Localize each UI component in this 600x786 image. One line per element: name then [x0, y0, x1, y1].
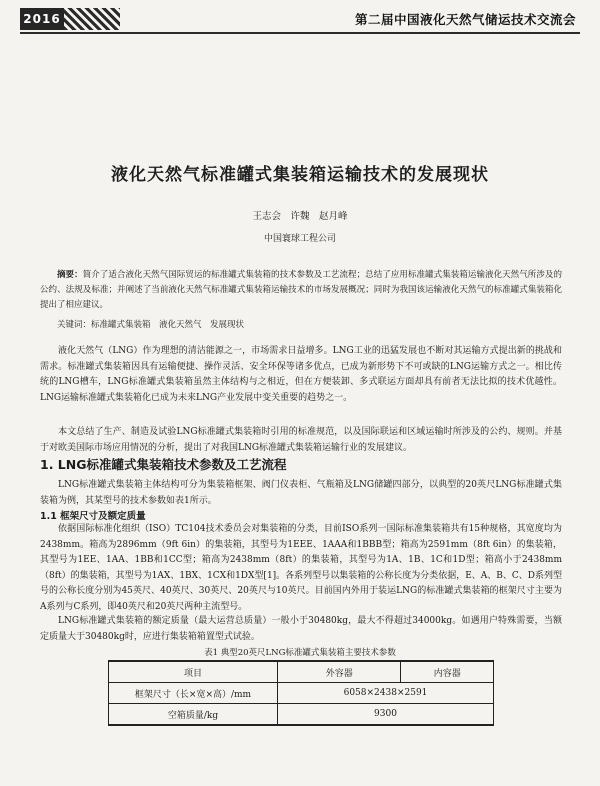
- table-row: [109, 683, 494, 704]
- table-caption: 表1 典型20英尺LNG标准罐式集装箱主要技术参数: [204, 648, 396, 658]
- paper-authors: 王志会 许魏 赵月峰: [252, 211, 348, 222]
- header-decoration: [64, 8, 120, 30]
- table-header-item: 项目: [109, 661, 278, 683]
- abstract: [40, 268, 562, 313]
- abstract-label: 摘要：: [57, 270, 83, 280]
- year-badge: 2016: [20, 8, 64, 30]
- subsection-1-1-paragraph-1: 依据国际标准化组织（ISO）TC104技术委员会对集装箱的分类，目前ISO系列一国际标准集装箱共有15种规格，其宽度均为2438mm。箱高为2896mm（9ft 6in）的集装箱，其型号为1EEE、1AAA和1BBB型；箱高为2591mm（8ft 6in）的集装箱，其型号为1EE、1AA、1BB和1CC型；箱高为2438mm（8ft）的集装箱，其型号为1A、1B、1C和1D型；箱高小于2438mm（8ft）的集装箱，其型号为1AX、1BX、1CX和1DX型[1]。各系列型号以集装箱的公称长度为分类依据，E、A、B、C、D系列型号的公称长度分别为45英尺、40英尺、30英尺、20英尺与10英尺。目前国内外用于装运LNG的标准罐式集装箱的框架尺寸主要为A系列与C系列，即40英尺和20英尺两种主流型号。: [40, 524, 562, 612]
- paper-title: 液化天然气标准罐式集装箱运输技术的发展现状: [111, 165, 489, 185]
- table-header-outer: 外容器: [278, 661, 401, 683]
- running-header: [20, 8, 580, 34]
- keywords-label: 关键词：: [57, 320, 92, 330]
- table-row: [109, 704, 494, 726]
- intro-paragraph-2: 本文总结了生产、制造及试验LNG标准罐式集装箱时引用的标准规范，以及国际联运和区域运输时所涉及的公约、规则。并基于对欧美国际市场应用情况的分析，提出了对我国LNG标准罐式集装箱运输行业的发展建议。: [40, 427, 562, 453]
- section-1-paragraph: LNG标准罐式集装箱主体结构可分为集装箱框架、阀门仪表柜、气瓶箱及LNG储罐四部分，以典型的20英尺LNG标准罐式集装箱为例，其某型号的技术参数如表1所示。: [40, 480, 562, 506]
- abstract-text: 简介了适合液化天然气国际贸运的标准罐式集装箱的技术参数及工艺流程；总结了应用标准罐式集装箱运输液化天然气所涉及的公约、法规及标准；并阐述了当前液化天然气标准罐式集装箱运输技术的市场发展概况；同时为我国该运输液化天然气的标准罐式集装箱化提出了相应建议。: [40, 270, 562, 310]
- keywords: [40, 318, 562, 330]
- table-cell-value: 9300: [278, 704, 494, 726]
- paper-affiliation: 中国寰球工程公司: [263, 234, 336, 244]
- intro-paragraph-1: 液化天然气（LNG）作为理想的清洁能源之一，市场需求日益增多。LNG工业的迅猛发展也不断对其运输方式提出新的挑战和需求。标准罐式集装箱因具有运输便捷、操作灵活、安全环保等诸多优点，已成为新形势下不可或缺的LNG运输方式之一。相比传统的LNG槽车，LNG标准罐式集装箱虽然主体结构与之相近，但在方便装卸、多式联运方面却具有前者无法比拟的技术优越性。LNG运输标准罐式集装箱化已成为未来LNG产业发展中变关重要的趋势之一。: [40, 346, 562, 403]
- table-header-row: [109, 661, 494, 683]
- section-heading-1: 1. LNG标准罐式集装箱技术参数及工艺流程: [40, 457, 287, 472]
- table-cell-label: 空箱质量/kg: [109, 704, 278, 726]
- keywords-text: 标准罐式集装箱 液化天然气 发展现状: [91, 320, 245, 330]
- conference-title: 第二届中国液化天然气储运技术交流会: [354, 12, 576, 27]
- subsection-1-1-paragraph-2: LNG标准罐式集装箱的额定质量（最大运营总质量）一般小于30480kg，最大不得超过34000kg。如遇用户特殊需要，当额定质量大于30480kg时，应进行集装箱箱置型式试验。: [40, 616, 562, 642]
- parameter-table: [108, 660, 494, 726]
- table-cell-label: 框架尺寸（长×宽×高）/mm: [109, 683, 278, 704]
- subsection-heading-1-1: 1.1 框架尺寸及额定质量: [40, 511, 146, 522]
- header-divider: [20, 32, 580, 34]
- table-header-inner: 内容器: [401, 661, 494, 683]
- table-cell-value: 6058×2438×2591: [278, 683, 494, 704]
